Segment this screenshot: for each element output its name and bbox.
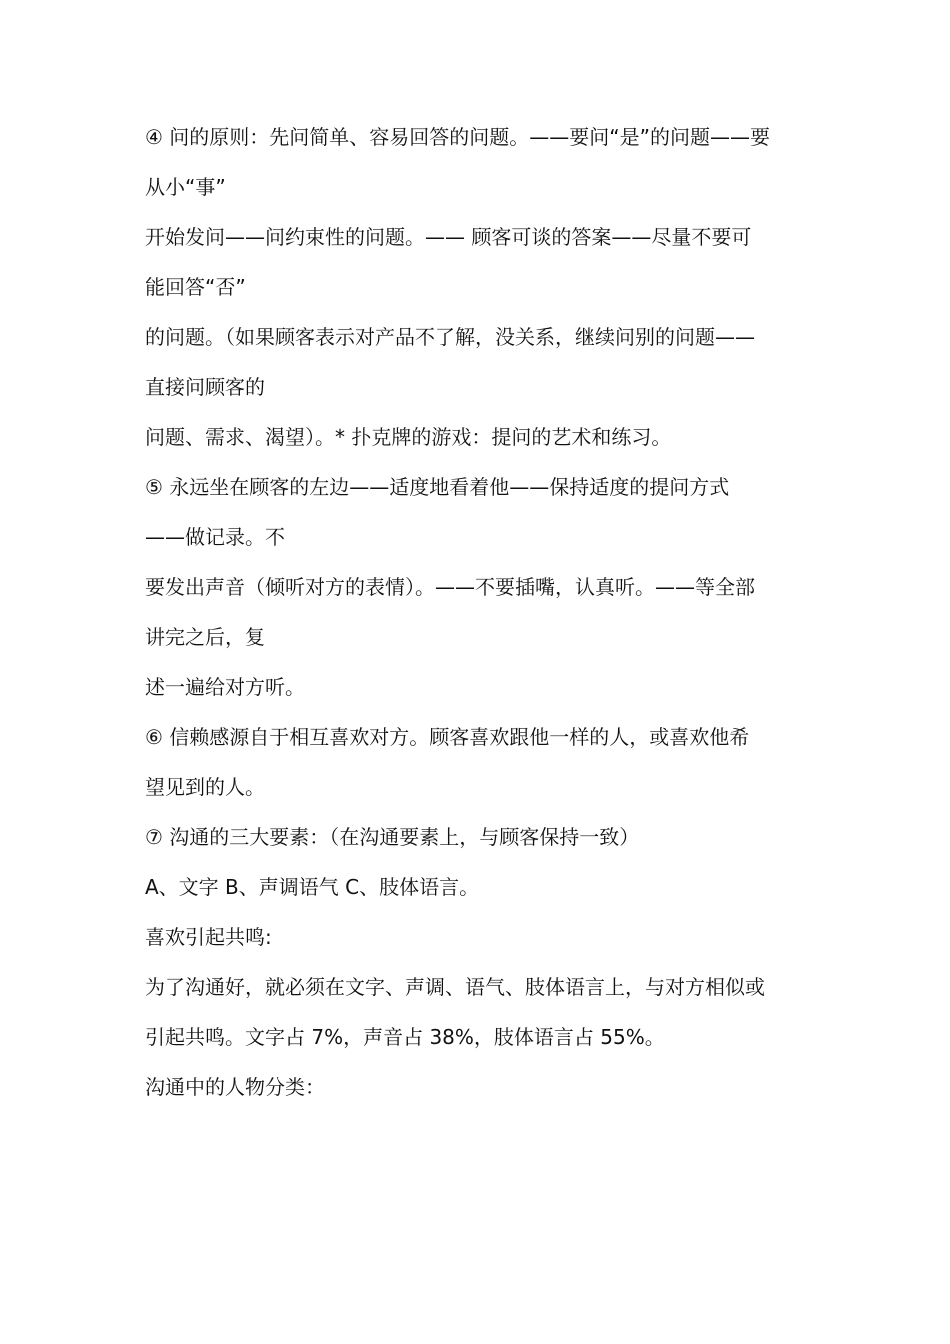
text-line: ⑤ 永远坐在顾客的左边——适度地看着他——保持适度的提问方式 xyxy=(145,475,730,499)
text-line: ——做记录。不 xyxy=(145,525,285,549)
text-line: 为了沟通好，就必须在文字、声调、语气、肢体语言上，与对方相似或 xyxy=(145,975,765,999)
text-line: 要发出声音（倾听对方的表情）。——不要插嘴，认真听。——等全部 xyxy=(145,575,755,599)
text-line: 问题、需求、渴望）。* 扑克牌的游戏：提问的艺术和练习。 xyxy=(145,425,672,449)
text-line: 望见到的人。 xyxy=(145,775,265,799)
text-line: ⑥ 信赖感源自于相互喜欢对方。顾客喜欢跟他一样的人，或喜欢他希 xyxy=(145,725,750,749)
text-line: ⑦ 沟通的三大要素：（在沟通要素上，与顾客保持一致） xyxy=(145,825,640,849)
text-line: 沟通中的人物分类： xyxy=(145,1075,325,1099)
text-line: 开始发问——问约束性的问题。—— 顾客可谈的答案——尽量不要可 xyxy=(145,225,752,249)
text-line: 引起共鸣。文字占 7%，声音占 38%，肢体语言占 55%。 xyxy=(145,1025,665,1049)
text-line: 述一遍给对方听。 xyxy=(145,675,305,699)
text-line: 讲完之后，复 xyxy=(145,625,265,649)
text-line: 能回答“否” xyxy=(145,275,246,299)
document-body xyxy=(145,112,825,1112)
text-line: 从小“事” xyxy=(145,175,226,199)
text-line: 喜欢引起共鸣: xyxy=(145,925,272,949)
text-line: 的问题。（如果顾客表示对产品不了解，没关系，继续问别的问题—— xyxy=(145,325,755,349)
text-line: 直接问顾客的 xyxy=(145,375,265,399)
text-line: A、文字 B、声调语气 C、肢体语言。 xyxy=(145,875,480,899)
text-line: ④ 问的原则：先问简单、容易回答的问题。——要问“是”的问题——要 xyxy=(145,125,771,149)
